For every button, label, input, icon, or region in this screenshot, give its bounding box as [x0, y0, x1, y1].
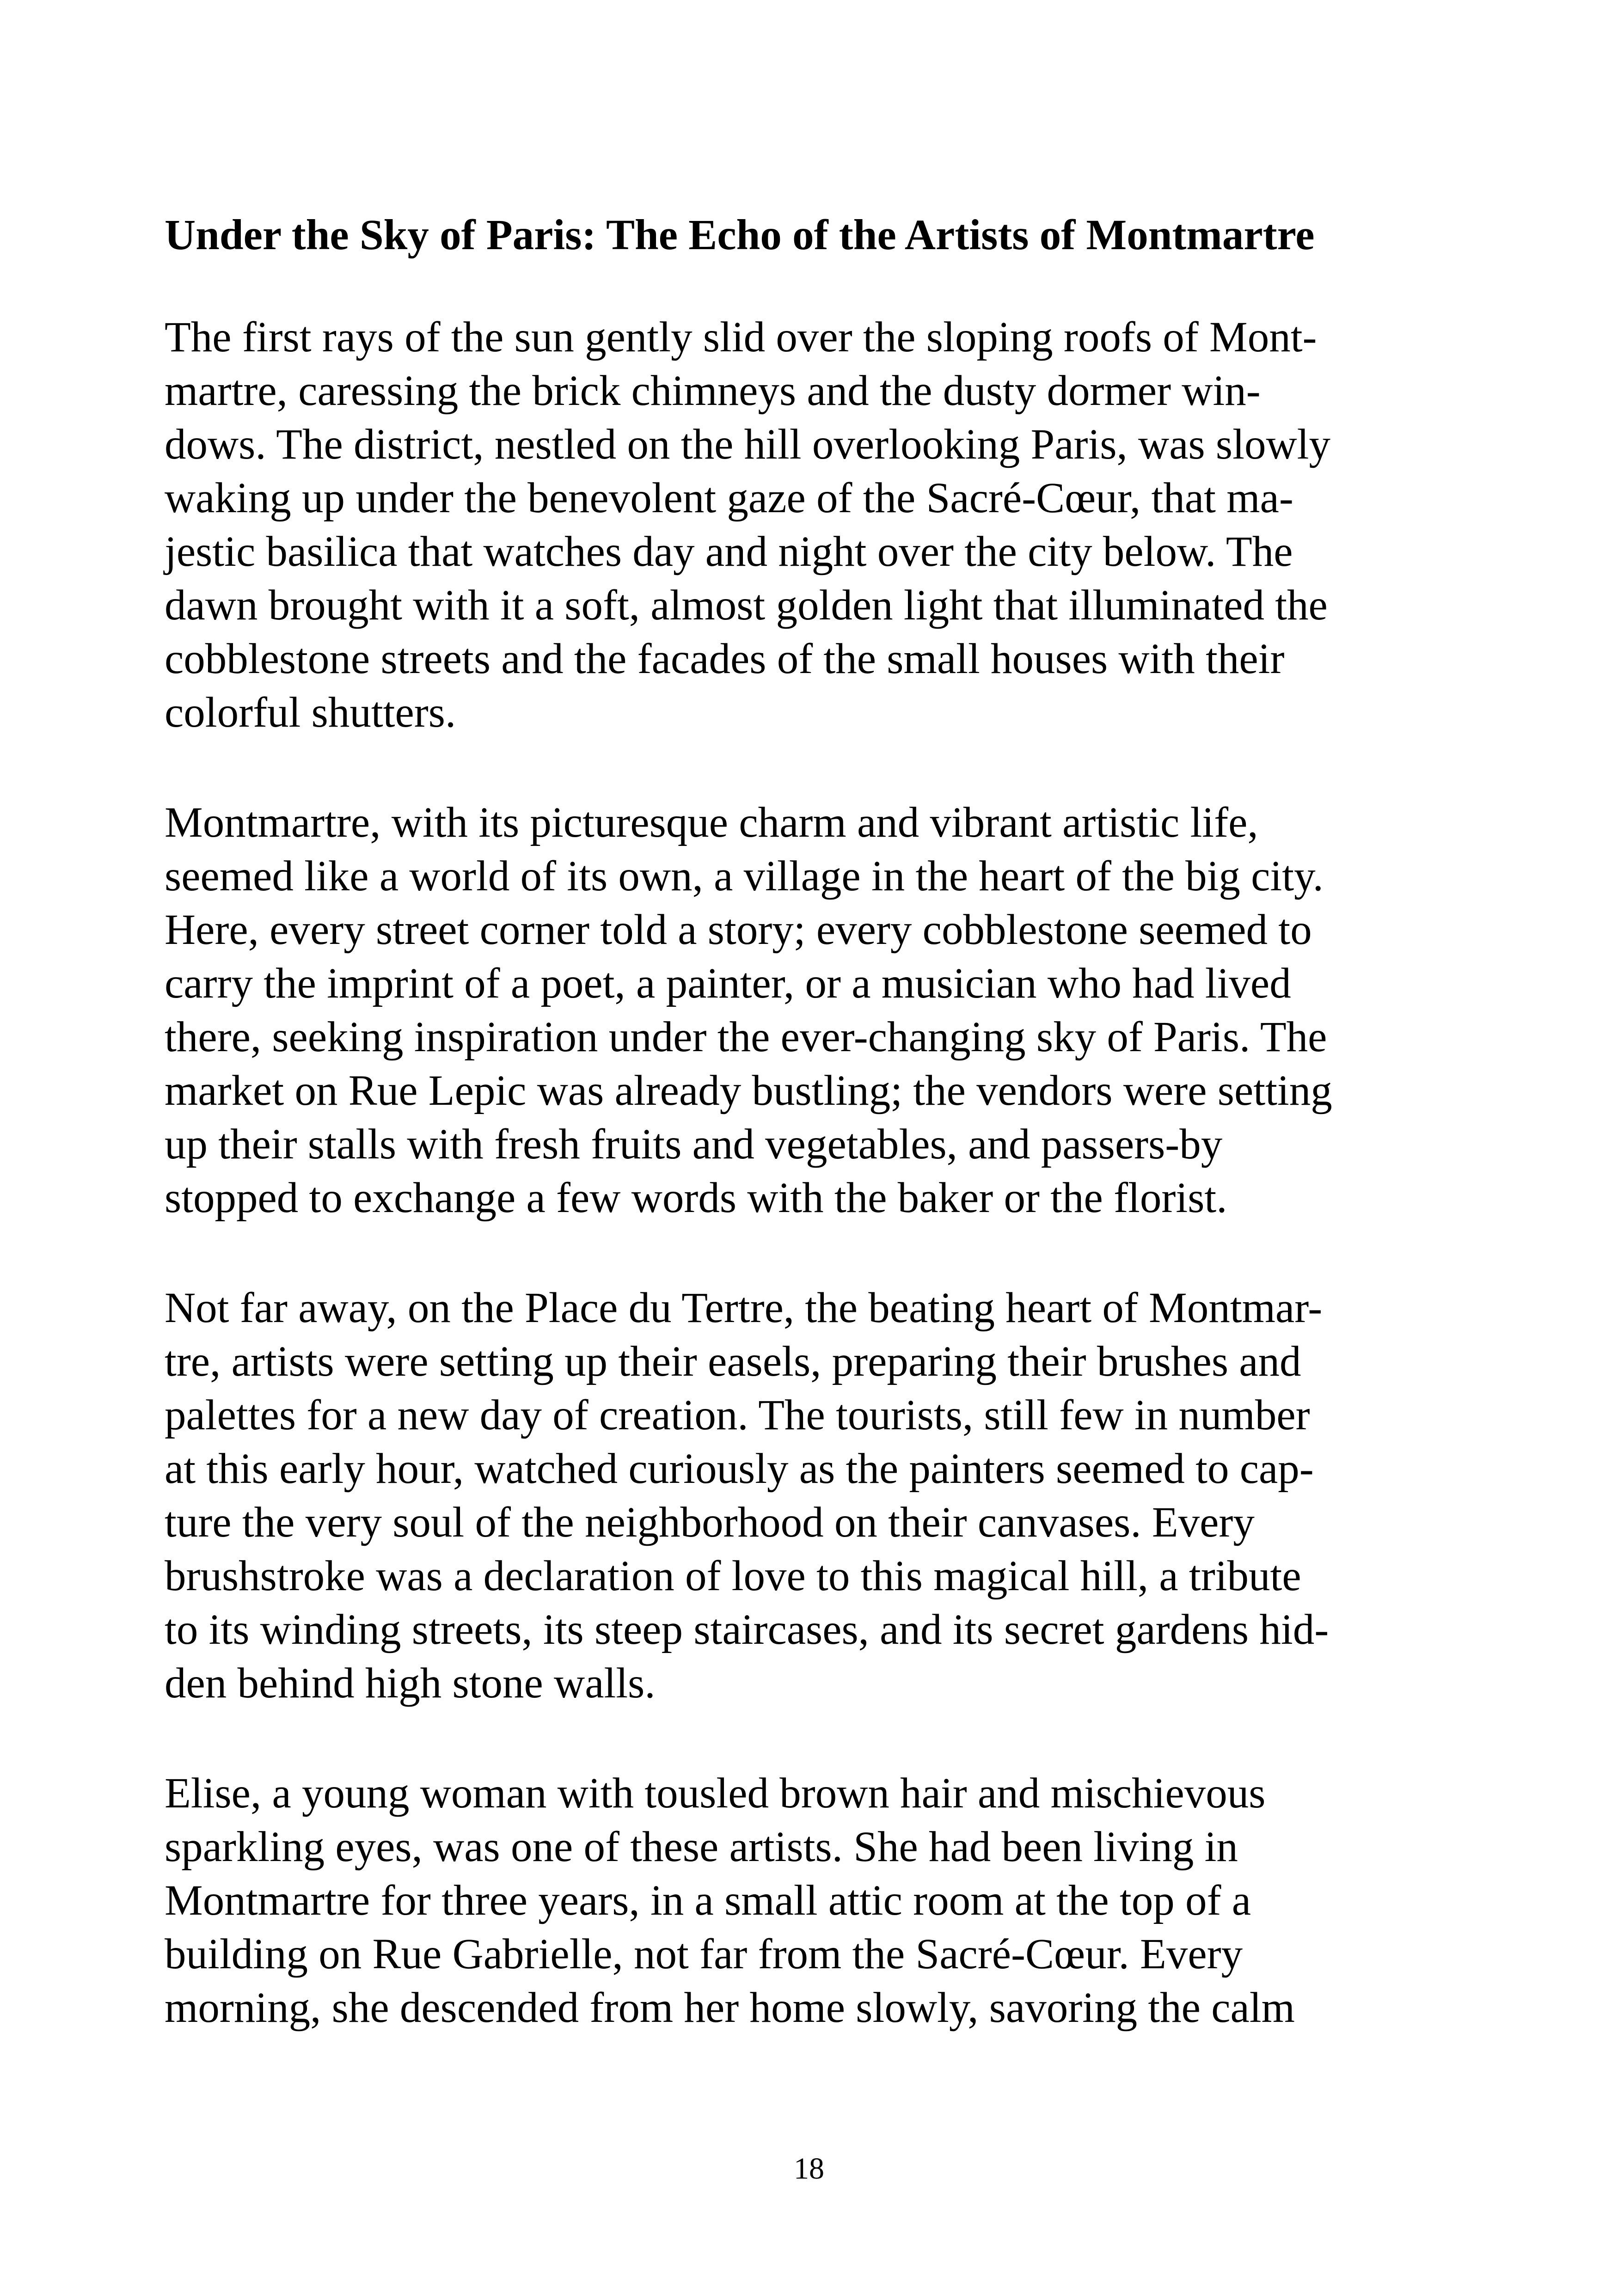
paragraph-line: cobblestone streets and the facades of the small houses with their [165, 635, 1285, 683]
page-number: 18 [794, 2152, 824, 2186]
paragraph-line: Montmartre for three years, in a small attic room at the top of a [165, 1877, 1251, 1924]
paragraph-line: brushstroke was a declaration of love to this magical hill, a tribute [165, 1552, 1301, 1600]
paragraph-line: market on Rue Lepic was already bustling; the vendors were setting [165, 1067, 1332, 1114]
page-title: Under the Sky of Paris: The Echo of the Artists of Montmartre [165, 211, 1315, 259]
paragraph-line: dows. The district, nestled on the hill overlooking Paris, was slowly [165, 421, 1330, 468]
paragraph-line: carry the imprint of a poet, a painter, or a musician who had lived [165, 960, 1291, 1007]
paragraph-3 [165, 1281, 1329, 1710]
paragraph-line: Montmartre, with its picturesque charm and vibrant artistic life, [165, 799, 1258, 846]
paragraph-1 [165, 311, 1330, 740]
paragraph-line: to its winding streets, its steep staircases, and its secret gardens hid- [165, 1606, 1329, 1653]
paragraph-line: morning, she descended from her home slowly, savoring the calm [165, 1984, 1295, 2032]
paragraph-2 [165, 796, 1332, 1225]
paragraph-line: Not far away, on the Place du Tertre, the beating heart of Montmar- [165, 1284, 1323, 1332]
paragraph-line: dawn brought with it a soft, almost golden light that illuminated the [165, 582, 1328, 629]
paragraph-line: palettes for a new day of creation. The tourists, still few in number [165, 1391, 1310, 1439]
paragraph-line: tre, artists were setting up their easels, preparing their brushes and [165, 1338, 1301, 1385]
paragraph-line: den behind high stone walls. [165, 1659, 656, 1707]
paragraph-line: Elise, a young woman with tousled brown hair and mischievous [165, 1769, 1266, 1817]
paragraph-line: colorful shutters. [165, 689, 456, 736]
paragraph-line: jestic basilica that watches day and night over the city below. The [165, 528, 1293, 576]
paragraph-line: martre, caressing the brick chimneys and the dusty dormer win- [165, 367, 1261, 415]
paragraph-line: there, seeking inspiration under the ever-changing sky of Paris. The [165, 1013, 1327, 1061]
paragraph-line: at this early hour, watched curiously as the painters seemed to cap- [165, 1445, 1314, 1493]
paragraph-line: waking up under the benevolent gaze of the Sacré-Cœur, that ma- [165, 474, 1293, 522]
paragraph-line: ture the very soul of the neighborhood on their canvases. Every [165, 1499, 1255, 1546]
paragraph-line: Here, every street corner told a story; every cobblestone seemed to [165, 906, 1312, 954]
paragraph-line: building on Rue Gabrielle, not far from the Sacré-Cœur. Every [165, 1930, 1243, 1978]
paragraph-4 [165, 1767, 1295, 2035]
paragraph-line: The first rays of the sun gently slid over the sloping roofs of Mont- [165, 313, 1317, 361]
paragraph-line: seemed like a world of its own, a village in the heart of the big city. [165, 852, 1324, 900]
paragraph-line: up their stalls with fresh fruits and vegetables, and passers-by [165, 1120, 1223, 1168]
paragraph-line: stopped to exchange a few words with the baker or the florist. [165, 1174, 1227, 1222]
paragraph-line: sparkling eyes, was one of these artists. She had been living in [165, 1823, 1238, 1871]
